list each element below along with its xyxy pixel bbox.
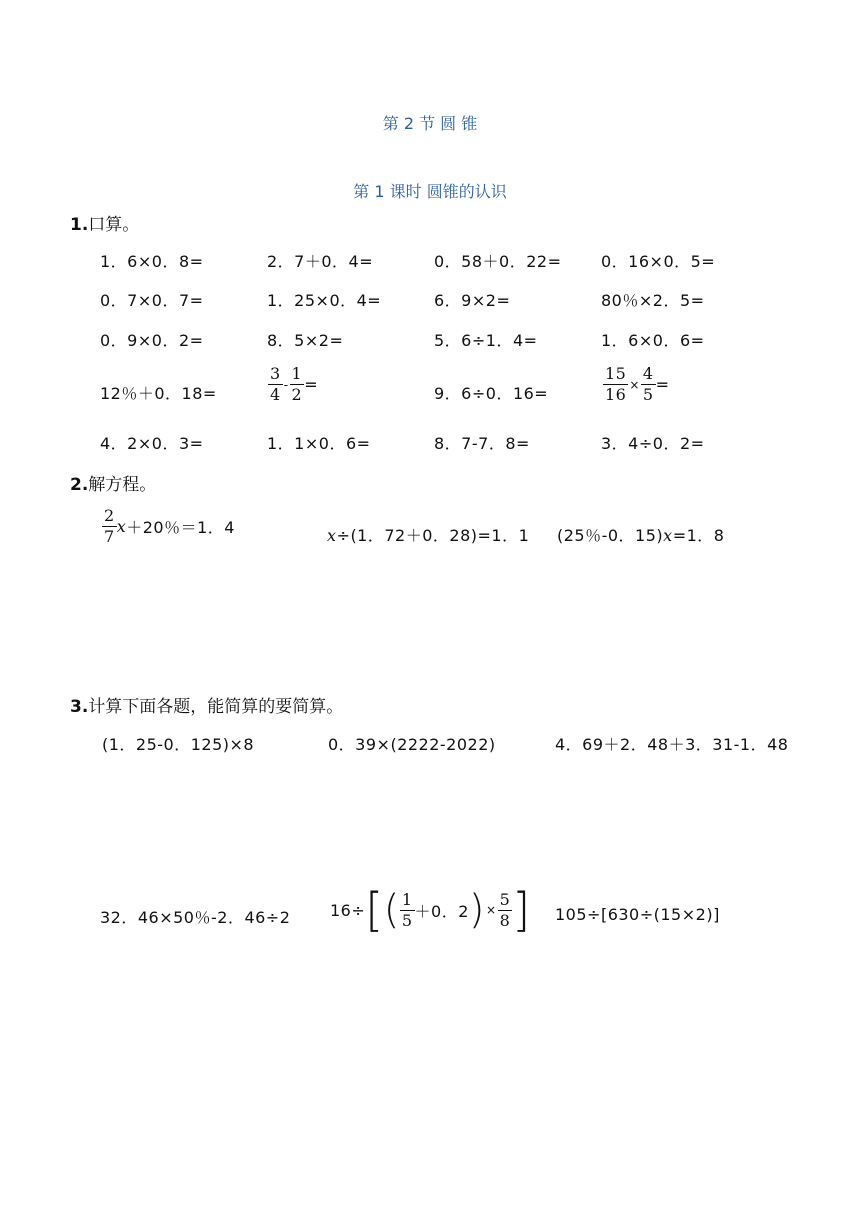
q1-item: 12％＋0．18=	[100, 384, 217, 403]
q1-item: 2．7＋0．4=	[267, 252, 374, 271]
fraction: $\frac{1}{2}$	[291, 364, 303, 404]
question-1-heading	[70, 210, 139, 235]
calc-item: 105÷[630÷(15×2)]	[555, 905, 720, 924]
question-1-number: 1.	[70, 215, 89, 235]
q1-item: 6．9×2=	[434, 291, 511, 310]
calc-item: 0．39×(2222-2022)	[328, 735, 496, 754]
fraction: $\frac{1}{5}$	[401, 889, 413, 930]
question-2-number: 2.	[70, 475, 89, 495]
q1-item: 8．5×2=	[267, 331, 344, 350]
q1-item: 1．1×0．6=	[267, 434, 371, 453]
equation-3: (25％-0．15)x=1．8	[557, 526, 725, 545]
question-3-heading	[70, 692, 343, 717]
left-bracket: [	[365, 883, 384, 937]
question-3-title: 计算下面各题，能简算的要简算。	[88, 697, 344, 717]
equation-1: $\frac{2}{7}$ x ＋20％＝1．4	[104, 506, 235, 546]
question-1-title: 口算。	[88, 215, 140, 235]
right-paren: )	[468, 887, 485, 933]
q1-item: 5．6÷1．4=	[434, 331, 538, 350]
section-title: 第 2 节 圆 锥	[382, 114, 478, 133]
calc-item-bracket-expression: 16÷ [ ( $\frac{1}{5}$ ＋0．2 ) × $\frac{5}{8}$ ]	[330, 883, 531, 937]
q1-item: 0．16×0．5=	[601, 252, 716, 271]
q1-item: 1．25×0．4=	[267, 291, 382, 310]
q1-item: 4．2×0．3=	[100, 434, 204, 453]
calc-item: 4．69＋2．48＋3．31-1．48	[555, 735, 789, 754]
calc-item: 32．46×50％-2．46÷2	[100, 908, 291, 927]
q1-item: 1．6×0．8=	[100, 252, 204, 271]
question-2-heading	[70, 470, 156, 495]
q1-item: 80％×2．5=	[601, 291, 705, 310]
fraction: $\frac{5}{8}$	[499, 889, 511, 930]
question-2-title: 解方程。	[88, 475, 157, 495]
calc-item: (1．25-0．125)×8	[102, 735, 255, 754]
question-3-number: 3.	[70, 697, 89, 717]
q1-fraction-expression: $\frac{3}{4}$ - $\frac{1}{2}$ =	[270, 364, 319, 404]
q1-item: 1．6×0．6=	[601, 331, 705, 350]
q1-item: 3．4÷0．2=	[601, 434, 705, 453]
q1-item: 8．7-7．8=	[434, 434, 530, 453]
lesson-title: 第 1 课时 圆锥的认识	[353, 182, 507, 201]
fraction: $\frac{15}{16}$	[605, 364, 627, 404]
right-bracket: ]	[512, 883, 531, 937]
fraction: $\frac{2}{7}$	[104, 506, 115, 546]
fraction: $\frac{4}{5}$	[642, 364, 654, 404]
q1-item: 0．9×0．2=	[100, 331, 204, 350]
q1-item: 0．58＋0．22=	[434, 252, 562, 271]
fraction: $\frac{3}{4}$	[270, 364, 281, 404]
left-paren: (	[383, 887, 400, 933]
q1-item: 0．7×0．7=	[100, 291, 204, 310]
q1-fraction-expression: $\frac{15}{16}$ × $\frac{4}{5}$ =	[605, 364, 670, 404]
q1-item: 9．6÷0．16=	[434, 384, 549, 403]
equation-2: x÷(1．72＋0．28)=1．1	[327, 526, 530, 545]
